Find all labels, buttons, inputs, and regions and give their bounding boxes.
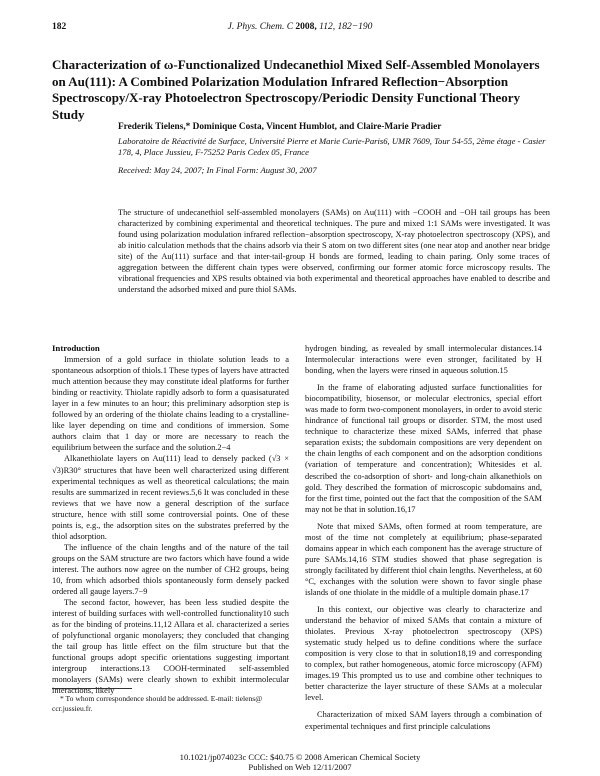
published-line: Published on Web 12/11/2007 — [248, 762, 352, 772]
page-number: 182 — [52, 22, 67, 32]
paragraph: In the frame of elaborating adjusted surface functionalities for biocompatibility, biosensor, or molecular electronics, special effort was made to form two-component monolayers, in order to avoid steric hindrance of functional tail groups or disorder. STM, the most used technique to characterize these mixed SAMs, inferred that phase separation exists; the subdomain compositions are very dependent on the chain lengths of each component and on the adsorption conditions (variation of temperature and concentration); Whitesides et al. described the co-adsorption of short- and long-chain alkanethiols on gold. They described the formation of microscopic subdomains and, for the first time, pointed out the fact that the composition of the SAM may not be that in solution.16,17 — [305, 383, 542, 514]
paragraph: Note that mixed SAMs, often formed at room temperature, are most of the time not completely at equilibrium; phase-separated domains appear in which each component has the average structure of pure SAMs.14,16 STM studies showed that phase segregation is strongly facilitated by different thiol chain lengths. Nevertheless, at 60 °C, exchanges with the solution were shown to favor single phase islands of one thiolate in the middle of a multiple domain phase.17 — [305, 521, 542, 597]
section-heading: Introduction — [52, 343, 100, 353]
paragraph: Alkanethiolate layers on Au(111) lead to densely packed (√3 × √3)R30° structures that have been well characterized using different experimental techniques as well as theoretical calculations; the main results are summarized in recent reviews.5,6 It was concluded in these reviews that we have now a general description of the surface structure, hence with still some controversial points. One of these points is, e.g., the adsorption sites on the substrates preferred by the thiol adsorption. — [52, 454, 289, 541]
paragraph: hydrogen binding, as revealed by small intermolecular distances.14 Intermolecular interactions were even stronger, facilitated by H bonding, when the layers were rinsed in aqueous solution.15 — [305, 344, 542, 376]
doi-line: 10.1021/jp074023c CCC: $40.75 © 2008 American Chemical Society — [179, 752, 421, 762]
footnote-line: * To whom correspondence should be addressed. E-mail: tielens@ — [60, 694, 263, 703]
paragraph: In this context, our objective was clearly to characterize and understand the behavior of mixed SAMs that contain a mixture of thiolates. Previous X-ray photoelectron spectroscopy (XPS) systematic study helped us to define conditions where the surface composition is very close to that in solution18,19 and corresponding to complex, but rather homogeneous, atomic force microscopy (AFM) images.19 This prompted us to use and combine other techniques to better characterize the layer structure of these SAMs at a molecular level. — [305, 605, 542, 703]
paragraph: The influence of the chain lengths and of the nature of the tail groups on the SAM structure are two factors which have found a wide interest. The authors now agree on the number of CH2 groups, being 10, from which adsorbed thiols spontaneously form densely packed ordered all gauge layers.7−9 — [52, 542, 289, 597]
received-dates: Received: May 24, 2007; In Final Form: August 30, 2007 — [118, 165, 317, 175]
right-column — [305, 343, 542, 732]
left-column — [52, 343, 289, 697]
paragraph: Characterization of mixed SAM layers through a combination of experimental techniques and first principle calculations — [305, 710, 542, 731]
footnote-divider — [52, 688, 132, 689]
footnote-line: ccr.jussieu.fr. — [52, 703, 93, 713]
footnote — [52, 694, 289, 713]
journal-citation — [0, 22, 600, 32]
abstract: The structure of undecanethiol self-assembled monolayers (SAMs) on Au(111) with −COOH and −OH tail groups has been characterized by combining experimental and theoretical techniques. The pure and mixed 1:1 SAMs were investigated. It was found using polarization modulation infrared reflection−absorption spectroscopy, X-ray photoelectron spectroscopy (XPS), and ab initio calculation methods that the chains adsorb via their S atom on two different sites (one near atop and another near bridge site) of the Au(111) surface and that inter-tail-group H bonds are formed, leading to chain paring. Only some traces of aggregation between the different chain types were observed, confirming our former atomic force microscopy results. The vibrational frequencies and XPS results obtained via both experimental and theoretical approaches have enabled to describe and understand the adsorbed mixed and pure thiol SAMs. — [118, 208, 550, 294]
journal-name: J. Phys. Chem. C — [227, 22, 294, 32]
author-list: Frederik Tielens,* Dominique Costa, Vincent Humblot, and Claire-Marie Pradier — [118, 122, 442, 132]
paragraph: The second factor, however, has been less studied despite the interest of building surfaces with well-controlled functionality10 such as for the binding of proteins.11,12 Allara et al. characterized a series of polyfunctional organic monolayers; they concluded that changing the tail group has little effect on the film structure but that the functional groups adopt specific orientations suggesting important intergroup interactions.13 COOH-terminated self-assembled monolayers (SAMs) were clearly shown to exhibit intermolecular interactions, likely — [52, 598, 289, 696]
paragraph: Immersion of a gold surface in thiolate solution leads to a spontaneous adsorption of thiols.1 These types of layers have attracted much attention because they may constitute ideal platforms for further binding or reactivity. Thiolate rapidly adsorb to form a quasisaturated layer in a few minutes to an hour; this preliminary adsorption step is followed by an ordering of the thiolate chains leading to a crystalline-like layer depending on time and conditions of immersion. Some authors claim that 1 day or more are necessary to reach the equilibrium between the surface and the solution.2−4 — [52, 355, 289, 453]
journal-year: 2008, — [295, 22, 317, 32]
paper-title: Characterization of ω-Functionalized Undecanethiol Mixed Self-Assembled Monolayers on Au(111): A Combined Polarization Modulation Infrared Reflection−Absorption Spectroscopy/X-ray Photoelectron Spectroscopy/Periodic Density Functional Theory Study — [52, 57, 540, 122]
journal-volume-pages: 112, 182−190 — [319, 22, 373, 32]
affiliation: Laboratoire de Réactivité de Surface, Université Pierre et Marie Curie-Paris6, UMR 7609, Tour 54-55, 2ème étage - Casier 178, 4, Place Jussieu, F-75252 Paris Cedex 05, France — [118, 136, 546, 157]
